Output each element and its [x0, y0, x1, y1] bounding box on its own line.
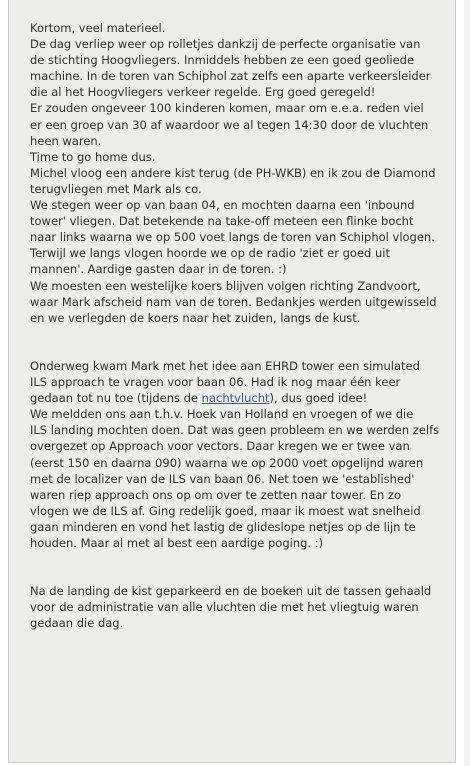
post-line: De dag verliep weer op rolletjes dankzij de perfecte organisatie van	[30, 37, 421, 52]
post-line: ILS landing mochten doen. Dat was geen probleem en we werden zelfs	[30, 423, 440, 438]
post-line: naar links waarna we op 500 voet langs de toren van Schiphol vlogen.	[30, 230, 435, 245]
post-line-suffix: ), dus goed idee!	[269, 391, 368, 406]
post-line: We moesten een westelijke koers blijven volgen richting Zandvoort,	[30, 278, 421, 293]
scrollbar[interactable]	[464, 0, 470, 766]
post-line: gaan minderen en vond het lastig de glideslope netjes op de lijn te	[30, 519, 416, 534]
post-line: houden. Maar al met al best een aardige poging. :)	[30, 536, 324, 550]
post-line: heen waren.	[30, 133, 102, 148]
blank-line	[30, 326, 450, 342]
post-line: waar Mark afscheid nam van de toren. Bedankjes werden uitgewisseld	[30, 294, 437, 309]
post-line: gedaan die dag.	[30, 616, 124, 631]
post-body	[30, 20, 450, 632]
nachtvlucht-link[interactable]: nachtvlucht	[201, 391, 270, 406]
post-line: er een groep van 30 af waardoor we al tegen 14:30 door de vluchten	[30, 117, 429, 132]
post-line: de stichting Hoogvliegers. Inmiddels hebben ze een goed geoliede	[30, 53, 415, 68]
blank-line	[30, 551, 450, 567]
post-line: Onderweg kwam Mark met het idee aan EHRD tower een simulated	[30, 358, 420, 373]
post-line: Time to go home dus.	[30, 149, 156, 164]
post-line: en we verlegden de koers naar het zuiden, langs de kust.	[30, 310, 361, 325]
post-line: We meldden ons aan t.h.v. Hoek van Holland en vroegen of we die	[30, 407, 414, 422]
post-line: Michel vloog een andere kist terug (de PH-WKB) en ik zou de Diamond	[30, 165, 436, 180]
post-line: Terwijl we langs vlogen hoorde we op de radio 'ziet er goed uit	[30, 246, 390, 261]
post-line: die al het Hoogvliegers verkeer regelde. Erg goed geregeld!	[30, 85, 376, 100]
post-line: terugvliegen met Mark als co.	[30, 181, 202, 196]
post-line-with-link	[30, 390, 450, 406]
post-line: Er zouden ongeveer 100 kinderen komen, maar om e.e.a. reden viel	[30, 101, 424, 116]
blank-line	[30, 567, 450, 583]
post-line: waren riep approach ons op om over te zetten naar tower. En zo	[30, 487, 401, 502]
post-line: (eerst 150 en daarna 090) waarna we op 2000 voet opgelijnd waren	[30, 455, 424, 470]
post-line: mannen'. Aardige gasten daar in de toren. :)	[30, 262, 287, 277]
post-line-prefix: gedaan tot nu toe (tijdens de	[30, 391, 202, 406]
post-line: We stegen weer op van baan 04, en mochten daarna een 'inbound	[30, 198, 415, 213]
post-line: tower' vliegen. Dat betekende na take-off meteen een flinke bocht	[30, 214, 414, 229]
post-line: machine. In de toren van Schiphol zat zelfs een aparte verkeersleider	[30, 69, 431, 84]
post-line: Na de landing de kist geparkeerd en de boeken uit de tassen gehaald	[30, 584, 432, 599]
post-panel	[8, 0, 456, 763]
post-line: vlogen we de ILS af. Ging redelijk goed, maar ik moest wat snelheid	[30, 503, 421, 518]
post-line: Kortom, veel materieel.	[30, 21, 166, 35]
post-line: met de localizer van de ILS van baan 06. Net toen we 'established'	[30, 471, 415, 486]
post-line: overgezet op Approach voor vectors. Daar kregen we er twee van	[30, 439, 410, 454]
post-line: ILS approach te vragen voor baan 06. Had ik nog maar één keer	[30, 375, 401, 390]
blank-line	[30, 342, 450, 358]
post-line: voor de administratie van alle vluchten die met het vliegtuig waren	[30, 600, 419, 615]
